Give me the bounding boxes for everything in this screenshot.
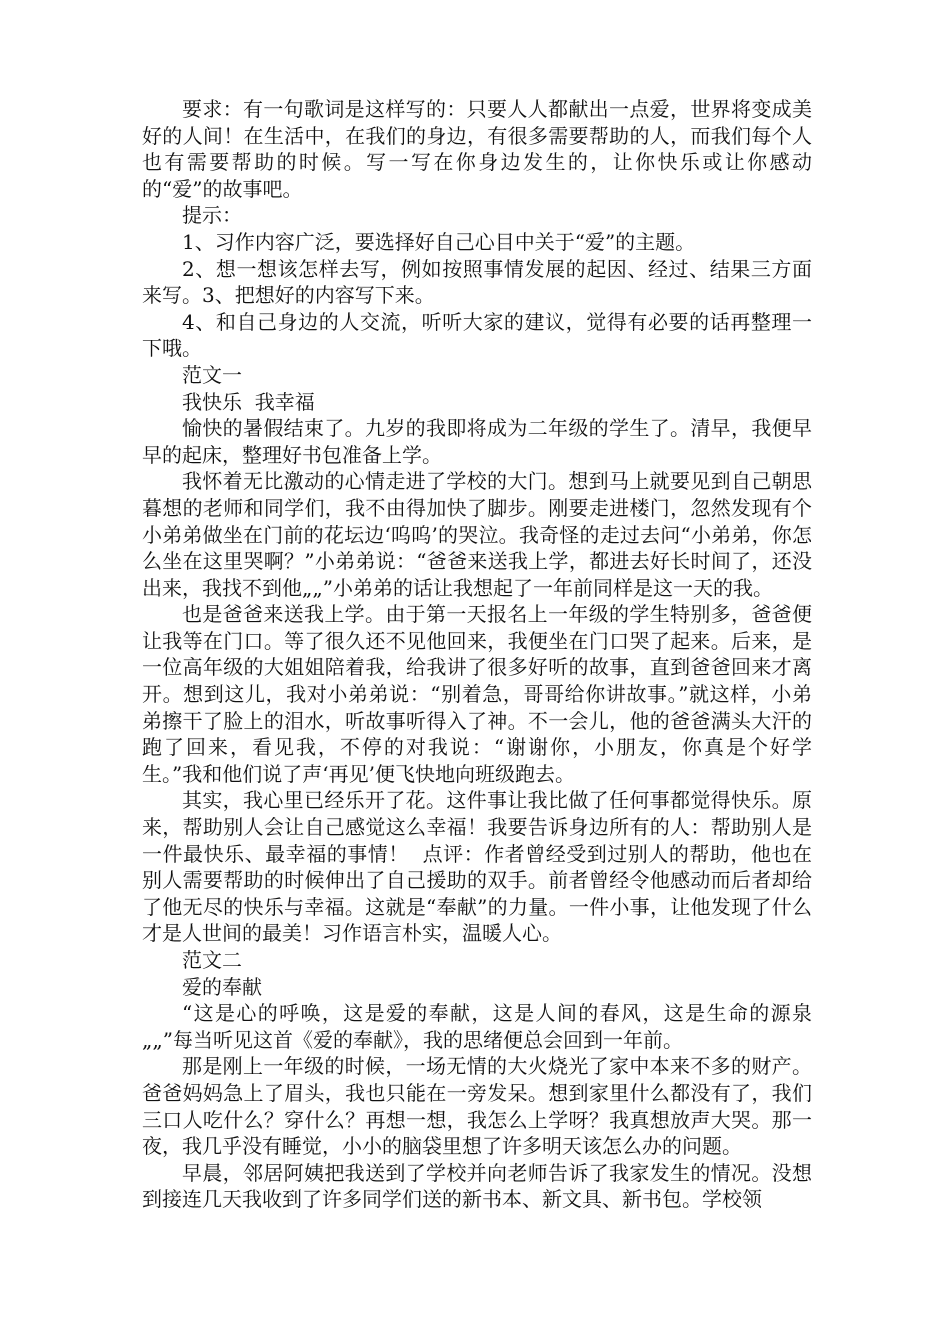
body-paragraph: 那是刚上一年级的时候，一场无情的大火烧光了家中本来不多的财产。爸爸妈妈急上了眉头，我也只能在一旁发呆。想到家里什么都没有了，我们三口人吃什么？穿什么？再想一想，我怎么上学呀？我真想放声大哭。那一夜，我几乎没有睡觉，小小的脑袋里想了许多明天该怎么办的问题。 xyxy=(142,1054,812,1159)
body-paragraph: 也是爸爸来送我上学。由于第一天报名上一年级的学生特别多，爸爸便让我等在门口。等了很久还不见他回来，我便坐在门口哭了起来。后来，是一位高年级的大姐姐陪着我，给我讲了很多好听的故事，直到爸爸回来才离开。想到这儿，我对小弟弟说：“别着急，哥哥给你讲故事。”就这样，小弟弟擦干了脸上的泪水，听故事听得入了神。不一会儿，他的爸爸满头大汗的跑了回来，看见我，不停的对我说：“谢谢你，小朋友，你真是个好学生。”我和他们说了声‘再见’便飞快地向班级跑去。 xyxy=(142,602,812,786)
sample-2-label: 范文二 xyxy=(182,948,242,972)
requirement-paragraph: 要求：有一句歌词是这样写的：只要人人都献出一点爱，世界将变成美好的人间！在生活中，在我们的身边，有很多需要帮助的人，而我们每个人也有需要帮助的时候。写一写在你身边发生的，让你快乐或让你感动的“爱”的故事吧。 xyxy=(142,97,812,201)
hint-item-4: 4、和自己身边的人交流，听听大家的建议，觉得有必要的话再整理一下哦。 xyxy=(142,309,812,361)
body-paragraph: 早晨，邻居阿姨把我送到了学校并向老师告诉了我家发生的情况。没想到接连几天我收到了许多同学们送的新书本、新文具、新书包。学校领 xyxy=(142,1160,812,1212)
hint-item-1: 1、习作内容广泛，要选择好自己心目中关于“爱”的主题。 xyxy=(182,229,696,254)
hint-heading: 提示： xyxy=(182,203,242,228)
document-body xyxy=(142,96,812,1213)
body-paragraph: 其实，我心里已经乐开了花。这件事让我比做了任何事都觉得快乐。原来，帮助别人会让自己感觉这么幸福！我要告诉身边所有的人：帮助别人是一件最快乐、最幸福的事情！ 点评：作者曾经受到过别人的帮助，他也在别人需要帮助的时候伸出了自己援助的双手。前者曾经令他感动而后者却给了他无尽的快乐与幸福。这就是“奉献”的力量。一件小事，让他发现了什么才是人世间的最美！习作语言朴实，温暖人心。 xyxy=(142,788,812,946)
body-paragraph: 我怀着无比激动的心情走进了学校的大门。想到马上就要见到自己朝思暮想的老师和同学们，我不由得加快了脚步。刚要走进楼门，忽然发现有个小弟弟做坐在门前的花坛边‘呜呜’的哭泣。我奇怪的走过去问“小弟弟，你怎么坐在这里哭啊？”小弟弟说：“爸爸来送我上学，都进去好长时间了，还没出来，我找不到他„„”小弟弟的话让我想起了一年前同样是这一天的我。 xyxy=(142,469,812,600)
hint-item-2-3: 2、想一想该怎样去写，例如按照事情发展的起因、经过、结果三方面来写。3、把想好的内容写下来。 xyxy=(142,256,812,308)
sample-1-title: 我快乐 我幸福 xyxy=(182,389,315,414)
body-paragraph: 愉快的暑假结束了。九岁的我即将成为二年级的学生了。清早，我便早早的起床，整理好书包准备上学。 xyxy=(142,416,812,467)
sample-1-label: 范文一 xyxy=(182,362,242,387)
body-paragraph: “这是心的呼唤，这是爱的奉献，这是人间的春风，这是生命的源泉„„”每当听见这首《爱的奉献》，我的思绪便总会回到一年前。 xyxy=(142,1001,812,1052)
sample-2-title: 爱的奉献 xyxy=(182,974,262,999)
